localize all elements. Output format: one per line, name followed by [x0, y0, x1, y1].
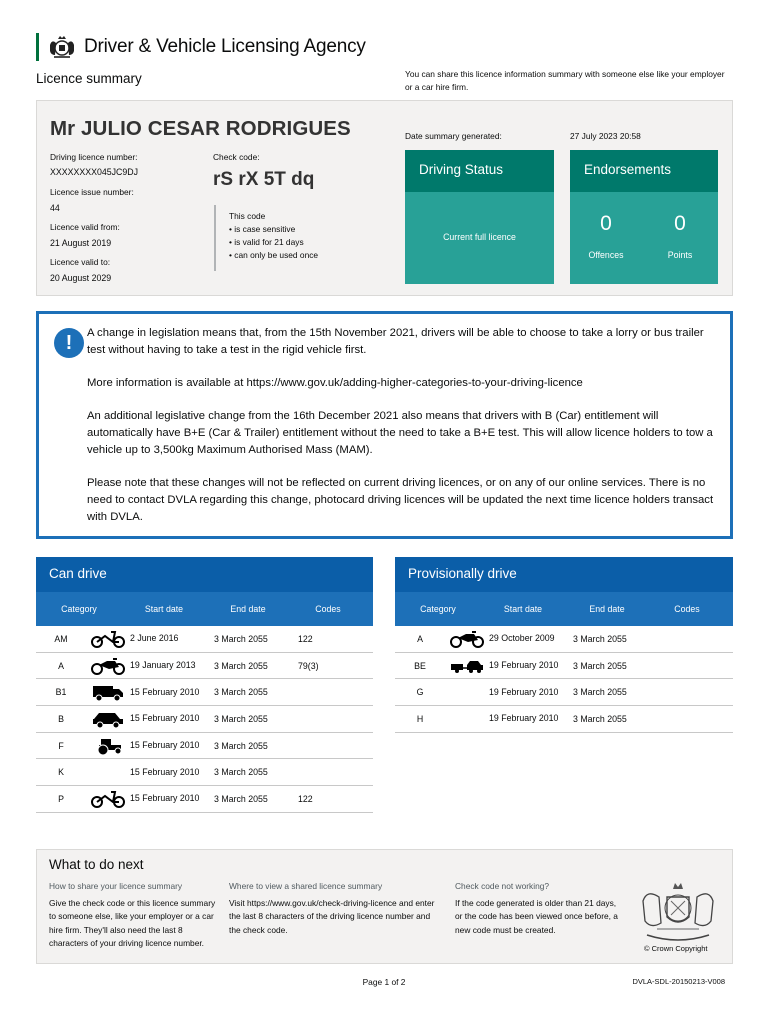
- check-code-label: Check code:: [213, 152, 260, 162]
- form-reference: DVLA-SDL-20150213-V008: [632, 977, 725, 986]
- category-code: A: [58, 660, 64, 671]
- table-row: [395, 679, 733, 706]
- view-text: Visit https://www.gov.uk/check-driving-licence and enter the last 8 characters of the driving licence number and the check code.: [229, 897, 435, 935]
- start-date: 19 February 2010: [489, 713, 559, 724]
- exclamation-icon: !: [54, 328, 84, 358]
- code-note: • is valid for 21 days: [229, 236, 318, 249]
- col-codes: Codes: [674, 604, 700, 614]
- table-row: [36, 679, 373, 706]
- end-date: 3 March 2055: [573, 713, 627, 724]
- code-help-heading: Check code not working?: [455, 881, 550, 891]
- endorsements-title: Endorsements: [570, 150, 718, 192]
- date-generated: 27 July 2023 20:58: [570, 131, 641, 141]
- end-date: 3 March 2055: [573, 660, 627, 671]
- end-date: 3 March 2055: [573, 633, 627, 644]
- col-start: Start date: [144, 604, 184, 614]
- notice-text: [87, 325, 717, 542]
- driving-status-title: Driving Status: [405, 150, 554, 192]
- can-drive-table: [36, 557, 373, 813]
- start-date: 15 February 2010: [130, 766, 200, 777]
- notice-paragraph: More information is available at https://www.gov.uk/adding-higher-categories-to-your-driving-licence: [87, 377, 583, 389]
- page-title: Licence summary: [36, 71, 142, 86]
- restriction-codes: 79(3): [298, 660, 319, 671]
- offences-label: Offences: [588, 250, 624, 260]
- start-date: 15 February 2010: [130, 686, 200, 697]
- share-text: Give the check code or this licence summary to someone else, like your employer or a car hire firm. They'll also need the last 8 characters of your driving licence number.: [49, 897, 216, 948]
- valid-from: 21 August 2019: [50, 238, 112, 248]
- page-header: [36, 33, 366, 61]
- end-date: 3 March 2055: [214, 767, 268, 778]
- col-end: End date: [230, 604, 266, 614]
- royal-crest-icon: [46, 33, 78, 61]
- category-code: BE: [414, 660, 426, 671]
- category-code: A: [417, 633, 423, 644]
- what-to-do-next: [36, 849, 733, 964]
- code-notes-title: This code: [229, 211, 266, 221]
- start-date: 15 February 2010: [130, 740, 200, 751]
- category-code: P: [58, 793, 64, 804]
- valid-to: 20 August 2029: [50, 273, 112, 283]
- issue-number: 44: [50, 203, 60, 213]
- driving-status-panel: [405, 150, 554, 284]
- car-trailer-icon: [445, 657, 489, 675]
- tractor-icon: [86, 737, 130, 755]
- endorsements-panel: [570, 150, 718, 284]
- view-instructions: [229, 880, 444, 937]
- category-code: F: [58, 740, 64, 751]
- moped-icon: [86, 790, 130, 808]
- valid-to-label: Licence valid to:: [50, 257, 111, 267]
- category-code: H: [416, 713, 424, 724]
- provisional-title: Provisionally drive: [395, 557, 733, 592]
- agency-name: Driver & Vehicle Licensing Agency: [84, 36, 366, 57]
- table-header: [395, 592, 733, 626]
- category-code: B: [58, 713, 64, 724]
- provisional-table: [395, 557, 733, 733]
- end-date: 3 March 2055: [214, 793, 268, 804]
- car-icon: [86, 710, 130, 728]
- code-note: • is case sensitive: [229, 223, 318, 236]
- van-icon: [86, 683, 130, 701]
- category-code: AM: [54, 633, 68, 644]
- share-instructions: [49, 880, 219, 951]
- licence-number: XXXXXXXX045JC9DJ: [50, 167, 139, 177]
- what-next-title: What to do next: [49, 857, 144, 872]
- share-heading: How to share your licence summary: [49, 881, 183, 891]
- driving-status-value: Current full licence: [443, 232, 516, 242]
- motorcycle-icon: [86, 657, 130, 675]
- table-row: [36, 759, 373, 786]
- points-label: Points: [667, 250, 693, 260]
- points-count: 0: [674, 212, 686, 235]
- code-help-text: If the code generated is older than 21 days, or the code has been viewed once before, a new code must be created.: [455, 897, 618, 935]
- issue-number-label: Licence issue number:: [50, 187, 134, 197]
- share-note: You can share this licence information summary with someone else like your employer or a car hire firm.: [405, 69, 725, 92]
- check-code: rS rX 5T dq: [213, 169, 315, 190]
- start-date: 2 June 2016: [130, 633, 179, 644]
- restriction-codes: 122: [298, 793, 313, 804]
- page-number: Page 1 of 2: [362, 977, 406, 987]
- notice-paragraph: Please note that these changes will not be reflected on current driving licences, or on any of our online services. There is no need to contact DVLA regarding this change, photocard driving licences will be updated the next time licence holders transact with DVLA.: [87, 477, 714, 523]
- notice-paragraph: An additional legislative change from the 16th December 2021 also means that drivers with B (Car) entitlement will automatically have B+E (Car & Trailer) entitlement without the need to take a B+E test. This will allow licence holders to tow a vehicle up to 3,500kg Maximum Authorised Mass (MAM).: [87, 410, 713, 456]
- table-header: [36, 592, 373, 626]
- category-code: G: [416, 687, 424, 698]
- col-codes: Codes: [315, 604, 341, 614]
- table-row: [36, 706, 373, 733]
- restriction-codes: 122: [298, 633, 313, 644]
- notice-paragraph: A change in legislation means that, from the 15th November 2021, drivers will be able to choose to take a lorry or bus trailer test without having to take a test in the rigid vehicle first.: [87, 327, 704, 356]
- category-code: B1: [55, 687, 67, 698]
- table-row: [36, 733, 373, 760]
- col-end: End date: [589, 604, 625, 614]
- royal-coat-of-arms-icon: [637, 879, 719, 949]
- end-date: 3 March 2055: [214, 740, 268, 751]
- table-row: [36, 653, 373, 680]
- end-date: 3 March 2055: [214, 687, 268, 698]
- category-code: K: [58, 767, 64, 778]
- table-row: [395, 653, 733, 680]
- table-row: [36, 626, 373, 653]
- moped-icon: [86, 630, 130, 648]
- offences-count: 0: [600, 212, 612, 235]
- view-heading: Where to view a shared licence summary: [229, 881, 383, 891]
- end-date: 3 March 2055: [573, 687, 627, 698]
- licence-summary-box: [36, 100, 733, 296]
- start-date: 29 October 2009: [489, 633, 555, 644]
- motorcycle-icon: [445, 630, 489, 648]
- start-date: 19 January 2013: [130, 660, 196, 671]
- valid-from-label: Licence valid from:: [50, 222, 120, 232]
- code-note: • can only be used once: [229, 249, 318, 262]
- col-start: Start date: [503, 604, 543, 614]
- start-date: 15 February 2010: [130, 793, 200, 804]
- start-date: 19 February 2010: [489, 660, 559, 671]
- start-date: 19 February 2010: [489, 686, 559, 697]
- table-row: [36, 786, 373, 813]
- start-date: 15 February 2010: [130, 713, 200, 724]
- date-generated-label: Date summary generated:: [405, 131, 502, 141]
- accent-bar: [36, 33, 39, 61]
- legislation-notice: [36, 311, 733, 539]
- can-drive-title: Can drive: [36, 557, 373, 592]
- end-date: 3 March 2055: [214, 660, 268, 671]
- code-help: [455, 880, 625, 937]
- licence-holder-name: Mr JULIO CESAR RODRIGUES: [50, 117, 351, 140]
- check-code-notes: [214, 205, 318, 271]
- table-row: [395, 706, 733, 733]
- licence-number-label: Driving licence number:: [50, 152, 138, 162]
- table-row: [395, 626, 733, 653]
- end-date: 3 March 2055: [214, 633, 268, 644]
- crown-copyright: © Crown Copyright: [644, 944, 708, 953]
- end-date: 3 March 2055: [214, 713, 268, 724]
- col-category: Category: [61, 604, 97, 614]
- col-category: Category: [420, 604, 456, 614]
